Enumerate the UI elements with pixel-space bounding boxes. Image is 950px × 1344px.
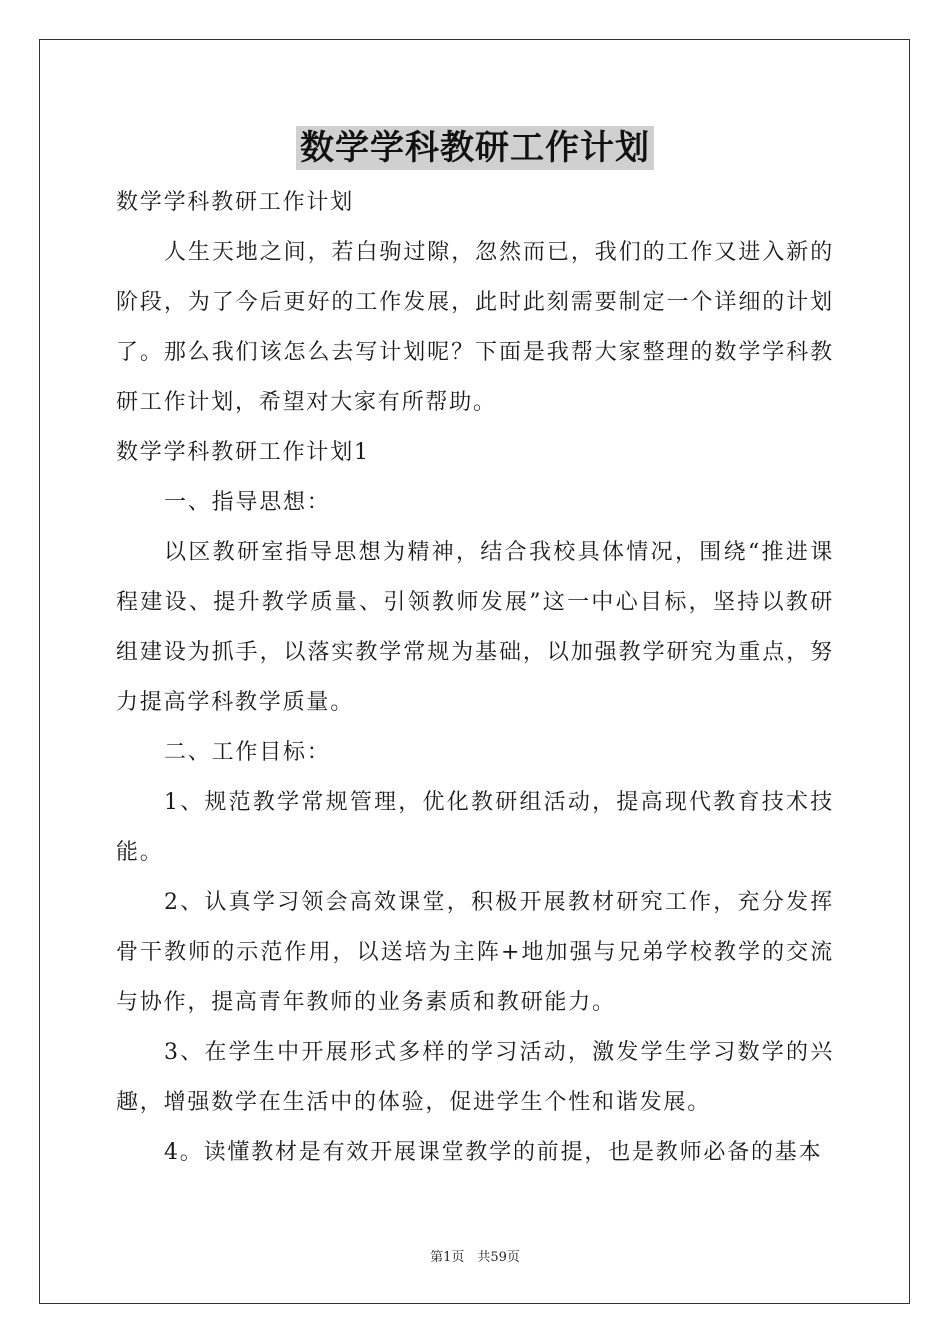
paragraph-guiding-thought: 以区教研室指导思想为精神，结合我校具体情况，围绕“推进课程建设、提升教学质量、引领教师发展”这一中心目标，坚持以教研组建设为抓手，以落实教学常规为基础，以加强教学研究为重点，努力提高学科教学质量。 xyxy=(116,540,834,715)
paragraph-heading-work-goals: 二、工作目标： xyxy=(164,740,331,765)
paragraph-goal-2: 2、认真学习领会高效课堂，积极开展教材研究工作，充分发挥骨干教师的示范作用，以送培为主阵+地加强与兄弟学校教学的交流与协作，提高青年教师的业务素质和教研能力。 xyxy=(116,890,834,1015)
paragraph-intro: 人生天地之间，若白驹过隙，忽然而已，我们的工作又进入新的阶段，为了今后更好的工作发展，此时此刻需要制定一个详细的计划了。那么我们该怎么去写计划呢？下面是我帮大家整理的数学学科教研工作计划，希望对大家有所帮助。 xyxy=(116,240,834,415)
paragraph-section-heading: 数学学科教研工作计划1 xyxy=(116,440,370,465)
title-container xyxy=(0,126,950,170)
paragraph-subtitle: 数学学科教研工作计划 xyxy=(116,190,355,215)
paragraph-goal-4: 4。读懂教材是有效开展课堂教学的前提，也是教师必备的基本 xyxy=(164,1140,823,1165)
paragraph-heading-guiding-thought: 一、指导思想： xyxy=(164,490,331,515)
document-title: 数学学科教研工作计划 xyxy=(296,126,654,170)
paragraph-goal-1: 1、规范教学常规管理，优化教研组活动，提高现代教育技术技能。 xyxy=(116,790,834,865)
page-number-footer: 第1页 共59页 xyxy=(430,1250,520,1265)
paragraph-goal-3: 3、在学生中开展形式多样的学习活动，激发学生学习数学的兴趣，增强数学在生活中的体验，促进学生个性和谐发展。 xyxy=(116,1040,834,1115)
document-body xyxy=(116,178,834,1178)
